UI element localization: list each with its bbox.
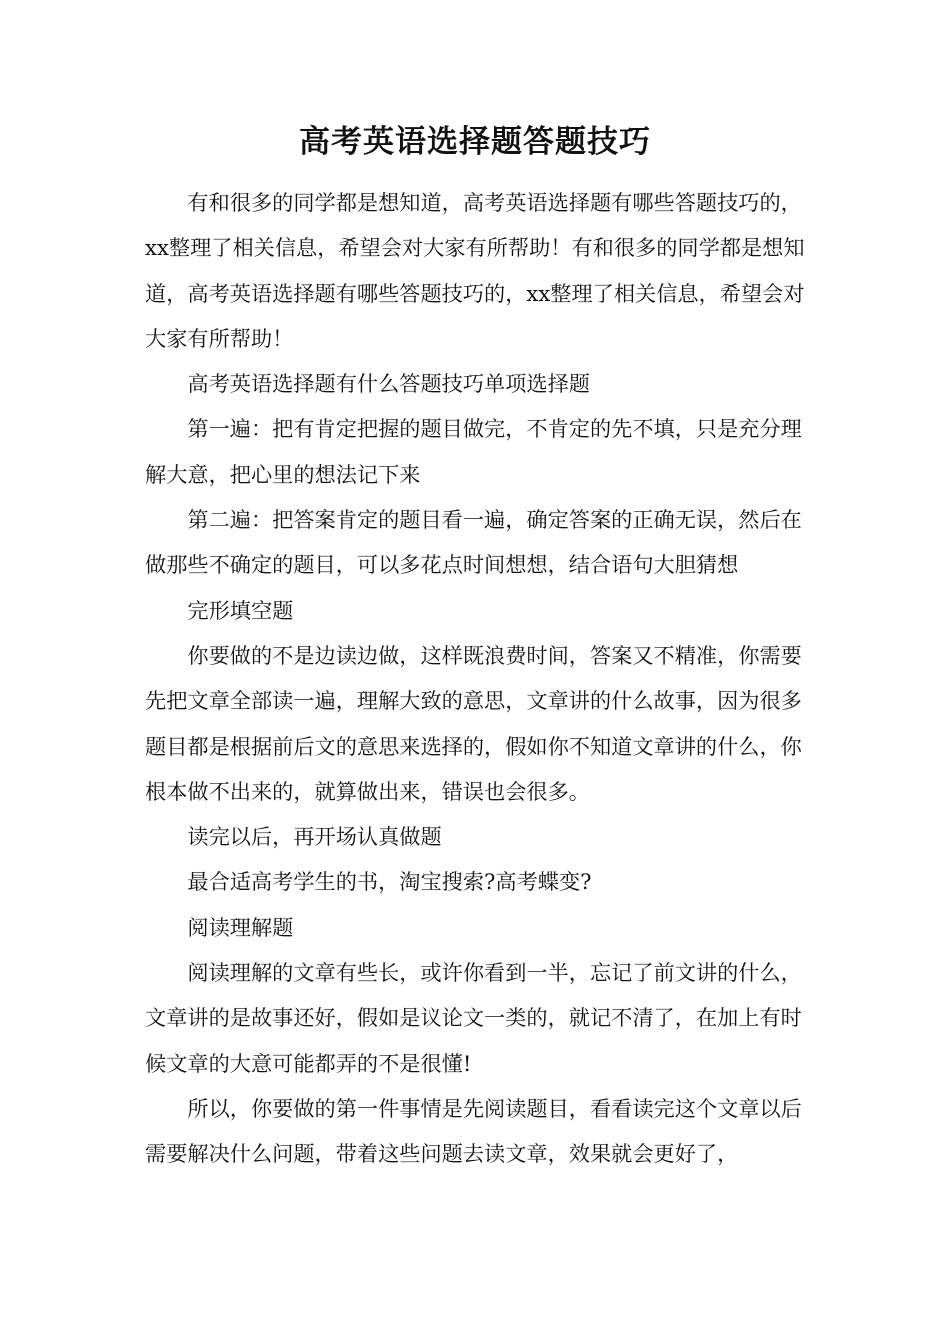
paragraph-first-pass: 第一遍：把有肯定把握的题目做完，不肯定的先不填，只是充分理解大意，把心里的想法记下来 xyxy=(145,416,802,487)
paragraph-second-pass: 第二遍：把答案肯定的题目看一遍，确定答案的正确无误，然后在做那些不确定的题目，可以多花点时间想想，结合语句大胆猜想 xyxy=(145,507,802,578)
paragraph-book-recommendation: 最合适高考学生的书，淘宝搜索?高考蝶变? xyxy=(187,869,592,895)
section-heading-cloze: 完形填空题 xyxy=(187,597,294,623)
section-heading-single-choice: 高考英语选择题有什么答题技巧单项选择题 xyxy=(187,371,590,397)
paragraph-intro: 有和很多的同学都是想知道，高考英语选择题有哪些答题技巧的，xx整理了相关信息，希望会对大家有所帮助！有和很多的同学都是想知道，高考英语选择题有哪些答题技巧的，xx整理了相关信息，希望会对大家有所帮助！ xyxy=(145,190,805,351)
paragraph-reading-advice: 所以，你要做的第一件事情是先阅读题目，看看读完这个文章以后需要解决什么问题，带着这些问题去读文章，效果就会更好了， xyxy=(145,1095,802,1167)
section-heading-reading: 阅读理解题 xyxy=(187,914,294,940)
document-body xyxy=(145,180,813,1177)
paragraph-reading-problem: 阅读理解的文章有些长，或许你看到一半，忘记了前文讲的什么，文章讲的是故事还好，假如是议论文一类的，就记不清了，在加上有时候文章的大意可能都弄的不是很懂! xyxy=(145,960,802,1076)
document-title: 高考英语选择题答题技巧 xyxy=(299,124,651,160)
paragraph-cloze-advice: 你要做的不是边读边做，这样既浪费时间，答案又不精准，你需要先把文章全部读一遍，理解大致的意思，文章讲的什么故事，因为很多题目都是根据前后文的意思来选择的，假如你不知道文章讲的什么，你根本做不出来的，就算做出来，错误也会很多。 xyxy=(145,642,802,804)
paragraph-after-reading: 读完以后，再开场认真做题 xyxy=(187,824,442,850)
